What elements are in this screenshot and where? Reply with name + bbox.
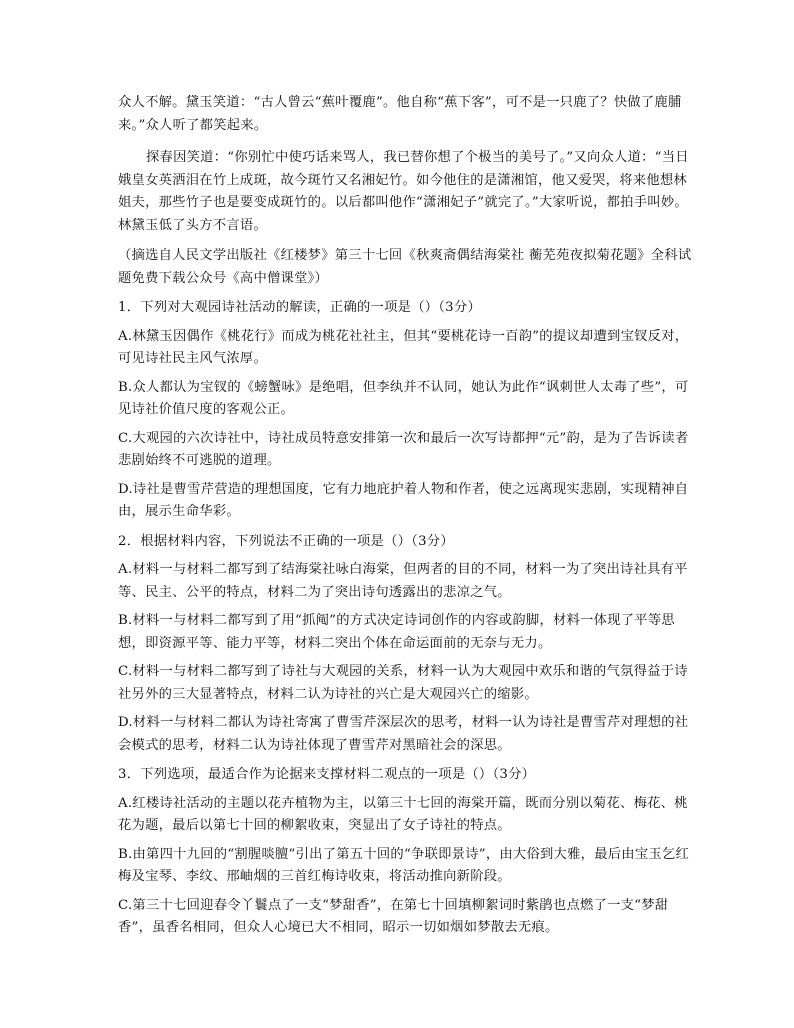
question-2-option-d: D.材料一与材料二都认为诗社寄寓了曹雪芹深层次的思考，材料一认为诗社是曹雪芹对理想的社会模式的思考，材料二认为诗社体现了曹雪芹对黑暗社会的深思。 [118, 715, 689, 753]
question-3-option-c: C.第三十七回迎春令丫鬟点了一支“梦甜香”，在第七十回填柳絮词时紫鹃也点燃了一支“梦甜香”，虽香名相同，但众人心境已大不相同，昭示一切如烟如梦散去无痕。 [118, 897, 669, 935]
passage-source: （摘选自人民文学出版社《红楼梦》第三十七回《秋爽斋偶结海棠社 蘅芜苑夜拟菊花题》全科试题免费下载公众号《高中僧课堂》） [118, 248, 692, 286]
question-3-option-b: B.由第四十九回的“割腥啖膻”引出了第五十回的“争联即景诗”，由大俗到大雅，最后由宝玉乞红梅及宝琴、李纹、邢岫烟的三首红梅诗收束，将活动推向新阶段。 [118, 846, 690, 884]
passage-paragraph-1: 众人不解。黛玉笑道：“古人曾云“蕉叶覆鹿”。他自称“蕉下客”，可不是一只鹿了？快做了鹿脯来。”众人听了都笑起来。 [118, 95, 682, 133]
question-2-option-a: A.材料一与材料二都写到了结海棠社咏白海棠，但两者的目的不同，材料一为了突出诗社具有平等、民主、公平的特点，材料二为了突出诗句透露出的悲凉之气。 [118, 562, 688, 600]
question-2-stem: 2．根据材料内容，下列说法不正确的一项是（）（3分） [118, 533, 454, 549]
question-1-option-b: B.众人都认为宝钗的《螃蟹咏》是绝唱，但李纨并不认同，她认为此作“讽刺世人太毒了些”，可见诗社价值尺度的客观公正。 [118, 379, 689, 417]
question-2-option-b: B.材料一与材料二都写到了用“抓阄”的方式决定诗词创作的内容或韵脚，材料一体现了平等思想，即资源平等、能力平等，材料二突出个体在命运面前的无奈与无力。 [118, 613, 675, 651]
question-3-option-a: A.红楼诗社活动的主题以花卉植物为主，以第三十七回的海棠开篇，既而分别以菊花、梅花、桃花为题，最后以第七十回的柳絮收束，突显出了女子诗社的特点。 [118, 795, 688, 833]
question-1-stem: 1．下列对大观园诗社活动的解读，正确的一项是（）（3分） [118, 300, 481, 315]
document-page [118, 92, 692, 940]
question-2-option-c: C.材料一与材料二都写到了诗社与大观园的关系，材料一认为大观园中欢乐和谐的气氛得益于诗社另外的三大显著特点，材料二认为诗社的兴亡是大观园兴亡的缩影。 [118, 664, 688, 702]
question-1-option-a: A.林黛玉因偶作《桃花行》而成为桃花社社主，但其“要桃花诗一百韵”的提议却遭到宝钗反对，可见诗社民主风气浓厚。 [118, 328, 689, 366]
question-1-option-c: C.大观园的六次诗社中，诗社成员特意安排第一次和最后一次写诗都押“元”韵，是为了告诉读者悲剧始终不可逃脱的道理。 [118, 430, 689, 468]
question-3-stem: 3．下列选项，最适合作为论据来支撑材料二观点的一项是（）（3分） [118, 767, 536, 782]
question-1-option-d: D.诗社是曹雪芹营造的理想国度，它有力地庇护着人物和作者，使之远离现实悲剧，实现精神自由，展示生命华彩。 [118, 481, 689, 519]
passage-paragraph-2: 探春因笑道：“你别忙中使巧话来骂人，我已替你想了个极当的美号了。”又向众人道：“当日娥皇女英洒泪在竹上成斑，故今斑竹又名湘妃竹。如今他住的是潇湘馆，他又爱哭，将来他想林姐夫，那些竹子也是要变成斑竹的。以后都叫他作“潇湘妃子”就完了。”大家听说，都拍手叫妙。林黛玉低了头方不言语。 [118, 150, 689, 233]
